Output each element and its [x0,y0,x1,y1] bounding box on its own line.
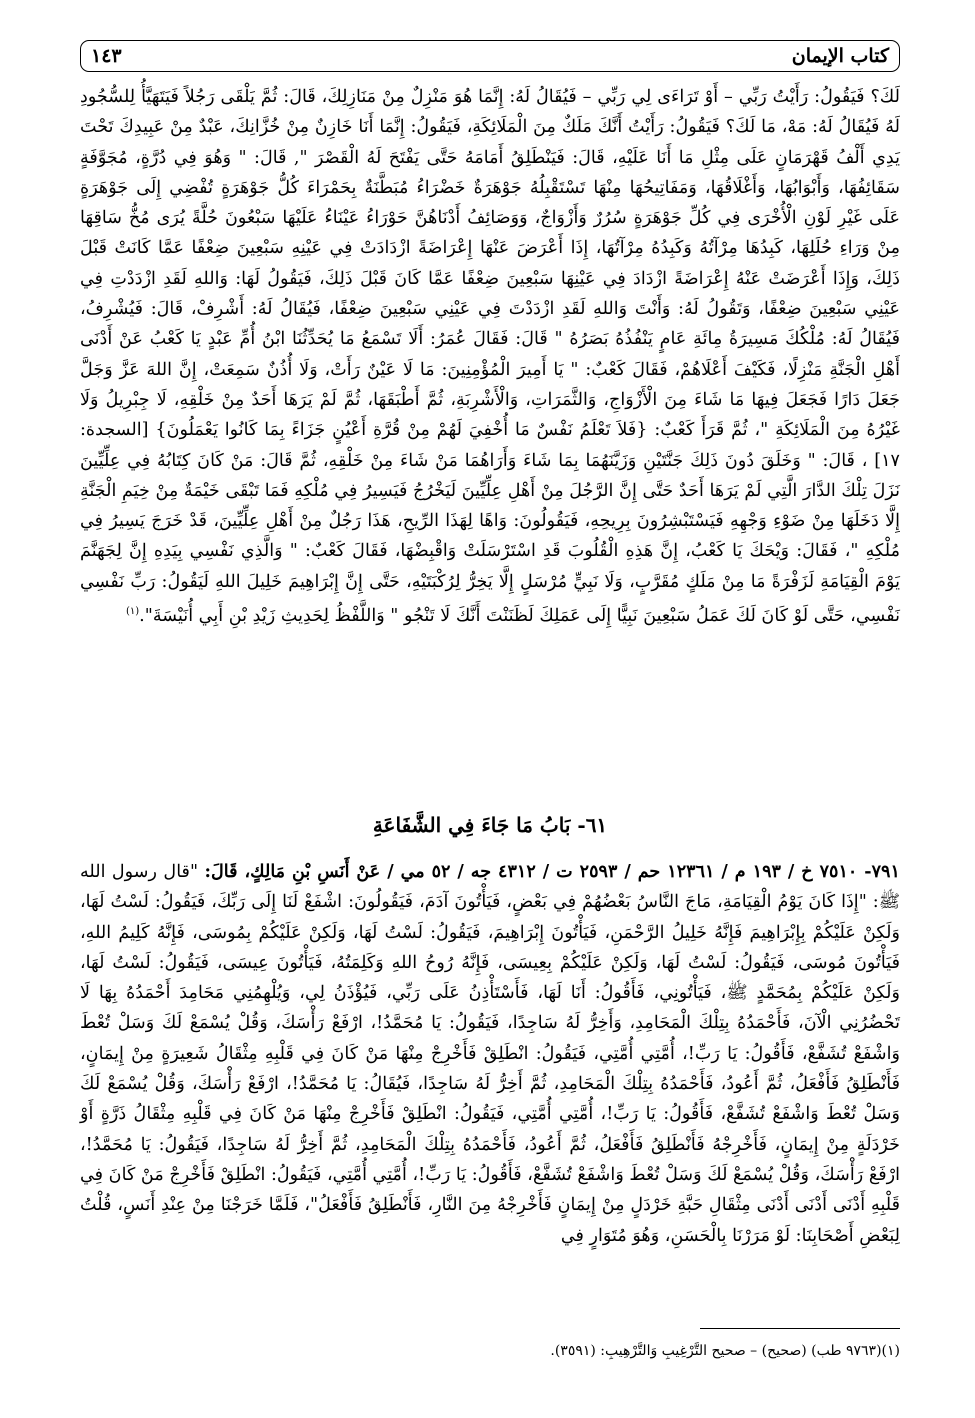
paragraph-text: لَكَ؟ فَيَقُولُ: رَأَيْتُ رَبِّي – أَوْ تَرَاءَى لِي رَبِّي – فَيُقَالُ لَهُ: إِنَّمَا هُوَ مَنْزِلٌ مِنْ مَنَازِلِكَ، قَالَ: ثُمَّ يَلْقَى رَجُلاً فَيَتَهَيَّأُ لِلسُّجُودِ لَهُ فَيُقَالُ لَهُ: مَهْ، مَا لَكَ؟ فَيَقُولُ: رَأَيْتُ أَنَّكَ مَلَكٌ مِنَ الْمَلَائِكَةِ، فَيَقُولُ: إِنَّمَا أَنَا خَازِنٌ مِنْ خُزَّانِكَ، عَبْدٌ مِنْ عَبِيدِكَ تَحْتَ يَدِي أَلْفُ قَهْرَمَانٍ عَلَى مِثْلِ مَا أَنَا عَلَيْهِ، قَالَ: فَيَنْطَلِقُ أَمَامَهُ حَتَّى يَفْتَحَ لَهُ الْقَصْرَ ", قَالَ: " وَهُوَ فِي دُرَّةٍ، مُجَوَّفَةٍ سَقَائِفُهَا، وَأَبْوَابُهَا، وَأَغْلَاقُهَا، وَمَفَاتِيحُهَا مِنْهَا تَسْتَقْبِلُهُ جَوْهَرَةٌ خَضْرَاءُ مُبَطَّنَةٌ بِحَمْرَاءَ كُلُّ جَوْهَرَةٍ تُفْضِي إِلَى جَوْهَرَةٍ عَلَى غَيْرِ لَوْنِ الْأُخْرَى فِي كُلِّ جَوْهَرَةٍ سُرُرٌ وَأَزْوَاجٌ، وَوَصَائِفُ أَدْنَاهُنَّ حَوْرَاءُ عَيْنَاءُ عَلَيْهَا سَبْعُونَ حُلَّةً يُرَى مُخُّ سَاقِهَا مِنْ وَرَاءِ حُلَلِهَا، كَبِدُهَا مِرْآتُهُ وَكَبِدُهُ مِرْآتُهَا، إِذَا أَعْرَضَ عَنْهَا إِعْرَاضَةً ازْدَادَتْ فِي عَيْنِهِ سَبْعِينَ ضِعْفًا عَمَّا كَانَتْ قَبْلَ ذَلِكَ، وَإِذَا أَعْرَضَتْ عَنْهُ إِعْرَاضَةً ازْدَادَ فِي عَيْنِهَا سَبْعِينَ ضِعْفًا عَمَّا كَانَ قَبْلَ ذَلِكَ، فَيَقُولُ لَهَا: وَاللهِ لَقَدِ ازْدَدْتِ فِي عَيْنِي سَبْعِينَ ضِعْفًا، وَتَقُولُ لَهُ: وَأَنْتَ وَاللهِ لَقَدِ ازْدَدْتَ فِي عَيْنِي سَبْعِينَ ضِعْفًا، فَيُقَالُ لَهُ: أَشْرِفْ، قَالَ: فَيُشْرِفُ، فَيُقَالُ لَهُ: مُلْكُكَ مَسِيرَةُ مِائَةِ عَامٍ يَنْفُذُهُ بَصَرُهُ " قَالَ: فَقَالَ عُمَرُ: أَلَا تَسْمَعُ مَا يُحَدِّثُنَا ابْنُ أُمِّ عَبْدٍ يَا كَعْبُ عَنْ أَدْنَى أَهْلِ الْجَنَّةِ مَنْزِلًا، فَكَيْفَ أَعْلَاهُمْ، فَقَالَ كَعْبٌ: " يَا أَمِيرَ الْمُؤْمِنِينَ: مَا لَا عَيْنٌ رَأَتْ، وَلَا أُذُنٌ سَمِعَتْ، إِنَّ اللهَ عَزَّ وَجَلَّ جَعَلَ دَارًا فَجَعَلَ فِيهَا مَا شَاءَ مِنَ الْأَزْوَاجِ، وَالثَّمَرَاتِ، وَالْأَشْرِبَةِ، ثُمَّ أَطْبَقَهَا، ثُمَّ لَمْ يَرَهَا أَحَدٌ مِنْ خَلْقِهِ، لَا جِبْرِيلُ وَلَا غَيْرُهُ مِنَ الْمَلَائِكَةِ "، ثُمَّ قَرَأَ كَعْبٌ: {فَلاَ تَعْلَمُ نَفْسٌ مَا أُخْفِيَ لَهُمْ مِنْ قُرَّةِ أَعْيُنٍ جَزَاءً بِمَا كَانُوا يَعْمَلُونَ} [السجدة: ١٧] ، قَالَ: " وَخَلَقَ دُونَ ذَلِكَ جَنَّتَيْنِ وَزَيَّنَهُمَا بِمَا شَاءَ وَأَرَاهُمَا مَنْ شَاءَ مِنْ خَلْقِهِ، ثُمَّ قَالَ: مَنْ كَانَ كِتَابُهُ فِي عِلِّيِّينَ نَزَلَ تِلْكَ الدَّارَ الَّتِي لَمْ يَرَهَا أَحَدٌ حَتَّى إِنَّ الرَّجُلَ مِنْ أَهْلِ عِلِّيِّينَ لَيَخْرُجُ فَيَسِيرُ فِي مُلْكِهِ فَمَا تَبْقَى خَيْمَةٌ مِنْ خِيَمِ الْجَنَّةِ إِلَّا دَخَلَهَا مِنْ ضَوْءِ وَجْهِهِ فَيَسْتَبْشِرُونَ بِرِيحِهِ، فَيَقُولُونَ: وَاهًا لِهَذَا الرِّيحِ، هَذَا رَجُلٌ مِنْ أَهْلِ عِلِّيِّينَ، قَدْ خَرَجَ يَسِيرُ فِي مُلْكِهِ "، فَقَالَ: وَيْحَكَ يَا كَعْبُ، إِنَّ هَذِهِ الْقُلُوبَ قَدِ اسْتَرْسَلَتْ وَاقْبِضْهَا، فَقَالَ كَعْبٌ: " وَالَّذِي نَفْسِي بِيَدِهِ إِنَّ لِجَهَنَّمَ يَوْمَ الْقِيَامَةِ لَزَفْرَةً مَا مِنْ مَلَكٍ مُقَرَّبٍ، وَلَا نَبِيٍّ مُرْسَلٍ إِلَّا يَخِرُّ لِرُكْبَتَيْهِ، حَتَّى إِنَّ إِبْرَاهِيمَ خَلِيلَ اللهِ لَيَقُولُ: رَبِّ نَفْسِي نَفْسِي، حَتَّى لَوْ كَانَ لَكَ عَمَلُ سَبْعِينَ نَبِيًّا إِلَى عَمَلِكَ لَظَنَنْتَ أَنَّكَ لَا تَنْجُو " وَاللَّفْظُ لِحَدِيثِ زَيْدِ بْنِ أَبِي أُنَيْسَةَ". [80,87,900,626]
paragraph-text: "قال رسول الله ﷺ: "إِذَا كَانَ يَوْمُ الْقِيَامَةِ، مَاجَ النَّاسُ بَعْضُهُمْ فِي بَعْضٍ، فَيَأْتُونَ آدَمَ، فَيَقُولُونَ: اشْفَعْ لَنَا إِلَى رَبِّكَ، فَيَقُولُ: لَسْتُ لَهَا، وَلَكِنْ عَلَيْكُمْ بِإِبْرَاهِيمَ فَإِنَّهُ خَلِيلُ الرَّحْمَنِ، فَيَأْتُونَ إِبْرَاهِيمَ، فَيَقُولُ: لَسْتُ لَهَا، وَلَكِنْ عَلَيْكُمْ بِمُوسَى، فَإِنَّهُ كَلِيمُ اللهِ، فَيَأْتُونَ مُوسَى، فَيَقُولُ: لَسْتُ لَهَا، وَلَكِنْ عَلَيْكُمْ بِعِيسَى، فَإِنَّهُ رُوحُ اللهِ وَكَلِمَتُهُ، فَيَأْتُونَ عِيسَى، فَيَقُولُ: لَسْتُ لَهَا، وَلَكِنْ عَلَيْكُمْ بِمُحَمَّدٍ ﷺ، فَيَأْتُونِي، فَأَقُولُ: أَنَا لَهَا، فَأَسْتَأْذِنُ عَلَى رَبِّي، فَيُؤْذَنُ لِي، وَيُلْهِمُنِي مَحَامِدَ أَحْمَدُهُ بِهَا لَا تَحْضُرُنِي الْآنَ، فَأَحْمَدُهُ بِتِلْكَ الْمَحَامِدِ، وَأَخِرُّ لَهُ سَاجِدًا، فَيَقُولُ: يَا مُحَمَّدُ!، ارْفَعْ رَأْسَكَ، وَقُلْ يُسْمَعْ لَكَ وَسَلْ تُعْطَ وَاشْفَعْ تُشَفَّعْ، فَأَقُولُ: يَا رَبِّ!، أُمَّتِي أُمَّتِي، فَيَقُولُ: انْطَلِقْ فَأَخْرِجْ مِنْهَا مَنْ كَانَ فِي قَلْبِهِ مِثْقَالُ شَعِيرَةٍ مِنْ إِيمَانٍ، فَأَنْطَلِقُ فَأَفْعَلُ، ثُمَّ أَعُودُ، فَأَحْمَدُهُ بِتِلْكَ الْمَحَامِدِ، ثُمَّ أَخِرُّ لَهُ سَاجِدًا، فَيُقَالُ: يَا مُحَمَّدُ!، ارْفَعْ رَأْسَكَ، وَقُلْ يُسْمَعْ لَكَ وَسَلْ تُعْطَ وَاشْفَعْ تُشَفَّعْ، فَأَقُولُ: يَا رَبِّ!، أُمَّتِي أُمَّتِي، فَيَقُولُ: انْطَلِقْ فَأَخْرِجْ مِنْهَا مَنْ كَانَ فِي قَلْبِهِ مِثْقَالُ ذَرَّةٍ أَوْ خَرْدَلَةٍ مِنْ إِيمَانٍ، فَأَخْرِجْهُ فَأَنْطَلِقُ فَأَفْعَلُ، ثُمَّ أَعُودُ، فَأَحْمَدُهُ بِتِلْكَ الْمَحَامِدِ، ثُمَّ أَخِرُّ لَهُ سَاجِدًا، فَيَقُولُ: يَا مُحَمَّدُ!، ارْفَعْ رَأْسَكَ، وَقُلْ يُسْمَعْ لَكَ وَسَلْ تُعْطَ وَاشْفَعْ تُشَفَّعْ، فَأَقُولُ: يَا رَبِّ!، أُمَّتِي أُمَّتِي، فَيَقُولُ: انْطَلِقْ فَأَخْرِجْ مَنْ كَانَ فِي قَلْبِهِ أَدْنَى أَدْنَى أَدْنَى مِثْقَالِ حَبَّةِ خَرْدَلٍ مِنْ إِيمَانٍ فَأَخْرِجْهُ مِنَ النَّارِ، فَأَنْطَلِقُ فَأَفْعَلُ"، فَلَمَّا خَرَجْنَا مِنْ عِنْدِ أَنَسٍ، قُلْتُ لِبَعْضِ أَصْحَابِنَا: لَوْ مَرَرْنَا بِالْحَسَنِ، وَهُوَ مُتَوَارٍ فِي [80,862,900,1246]
footnote-divider [700,1328,900,1329]
chapter-heading: ٦١- بَابُ مَا جَاءَ فِي الشَّفَاعَةِ [372,813,608,837]
paragraph [80,82,900,631]
hadith-references: - ٧٥١٠ خ / ١٩٣ م / ١٢٣٦١ حم / ٢٥٩٣ ت / ٤٣١٢ جه / ٥٢ مي / عَنْ أَنَسِ بْنِ مَالِكٍ، قَالَ: [204,861,872,882]
paragraph [80,857,900,1251]
page-number: ١٤٣ [91,45,122,67]
footnote-marker: (١) [125,606,140,618]
hadith-block [80,857,900,1251]
hadith-continuation [80,82,900,631]
footnote: (١)(٩٧٦٣ طب) (صحيح) – صحيح التَّرْغِيبِ وَالتَّرْهِيبِ: (٣٥٩١). [550,1343,900,1359]
document-page [80,40,900,1380]
hadith-number: ٧٩١ [871,861,900,882]
book-title: كتاب الإيمان [791,45,889,67]
page-header [80,40,900,72]
